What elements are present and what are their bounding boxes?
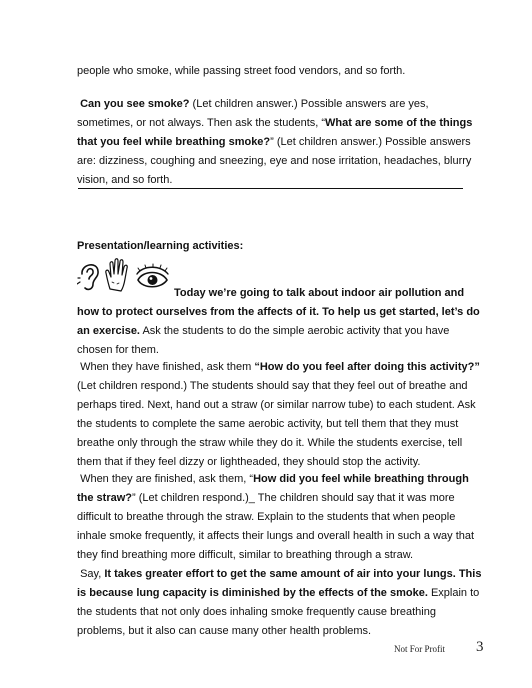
feelings-question: What are some of the things that you feel while breathing smoke?: [77, 117, 473, 148]
lung-capacity-paragraph: [77, 565, 487, 641]
after-activity-text-2: (Let children respond.) The students should say that they feel out of breathe and perhaps tired. Next, hand out a straw (or similar narrow tube) to each student. Ask the students to complete the same aerobic activity, but tell them that they must breathe only through the straw while they do it. While the students exercise, tell them that if they feel dizzy or lightheaded, they should stop the activity.: [77, 380, 476, 468]
footer-label: Not For Profit: [394, 644, 446, 654]
straw-paragraph: [77, 470, 487, 565]
after-activity-question: “How do you feel after doing this activity?”: [254, 361, 480, 373]
page-number: 3: [476, 639, 484, 655]
activity-paragraph: [77, 284, 487, 360]
lung-capacity-statement: It takes greater effort to get the same amount of air into your lungs. This is because lung capacity is diminished by the effects of the smoke.: [77, 568, 482, 599]
section-heading: Presentation/learning activities:: [77, 240, 244, 252]
after-activity-paragraph: [77, 358, 487, 472]
straw-text-2: ” (Let children respond.)_ The children should say that it was more difficult to breathe through the straw. Explain to the students that when people inhale smoke frequently, it affects their lungs and overall health in such a way that they find breathing more difficult, similar to breathing through a straw.: [77, 492, 475, 561]
intro-line: [77, 62, 487, 81]
intro-line-text: people who smoke, while passing street food vendors, and so forth.: [77, 65, 406, 77]
smoke-text-1: (Let children answer.) Possible answers are yes, sometimes, or not always. Then ask the students, “: [77, 98, 429, 129]
activity-intro: Today we’re going to talk about indoor air pollution and how to protect ourselves from the affects of it. To help us get started, let’s do an exercise.: [77, 287, 480, 337]
activity-text: Ask the students to do the simple aerobic activity that you have chosen for them.: [77, 325, 450, 356]
section-divider: [78, 188, 463, 189]
after-activity-text-1: When they have finished, ask them: [80, 361, 255, 373]
smoke-question: Can you see smoke?: [80, 98, 190, 110]
lung-capacity-text: Explain to the students that not only does inhaling smoke frequently cause breathing problems, but it also can cause many other health problems.: [77, 587, 480, 637]
smoke-question-paragraph: [77, 95, 487, 190]
say-text: Say,: [80, 568, 105, 580]
straw-text-1: When they are finished, ask them, “: [80, 473, 254, 485]
straw-question: How did you feel while breathing through the straw?: [77, 473, 469, 504]
smoke-text-2: ” (Let children answer.) Possible answers are: dizziness, coughing and sneezing, eye and nose irritation, headaches, blurry vision, and so forth.: [77, 136, 472, 186]
